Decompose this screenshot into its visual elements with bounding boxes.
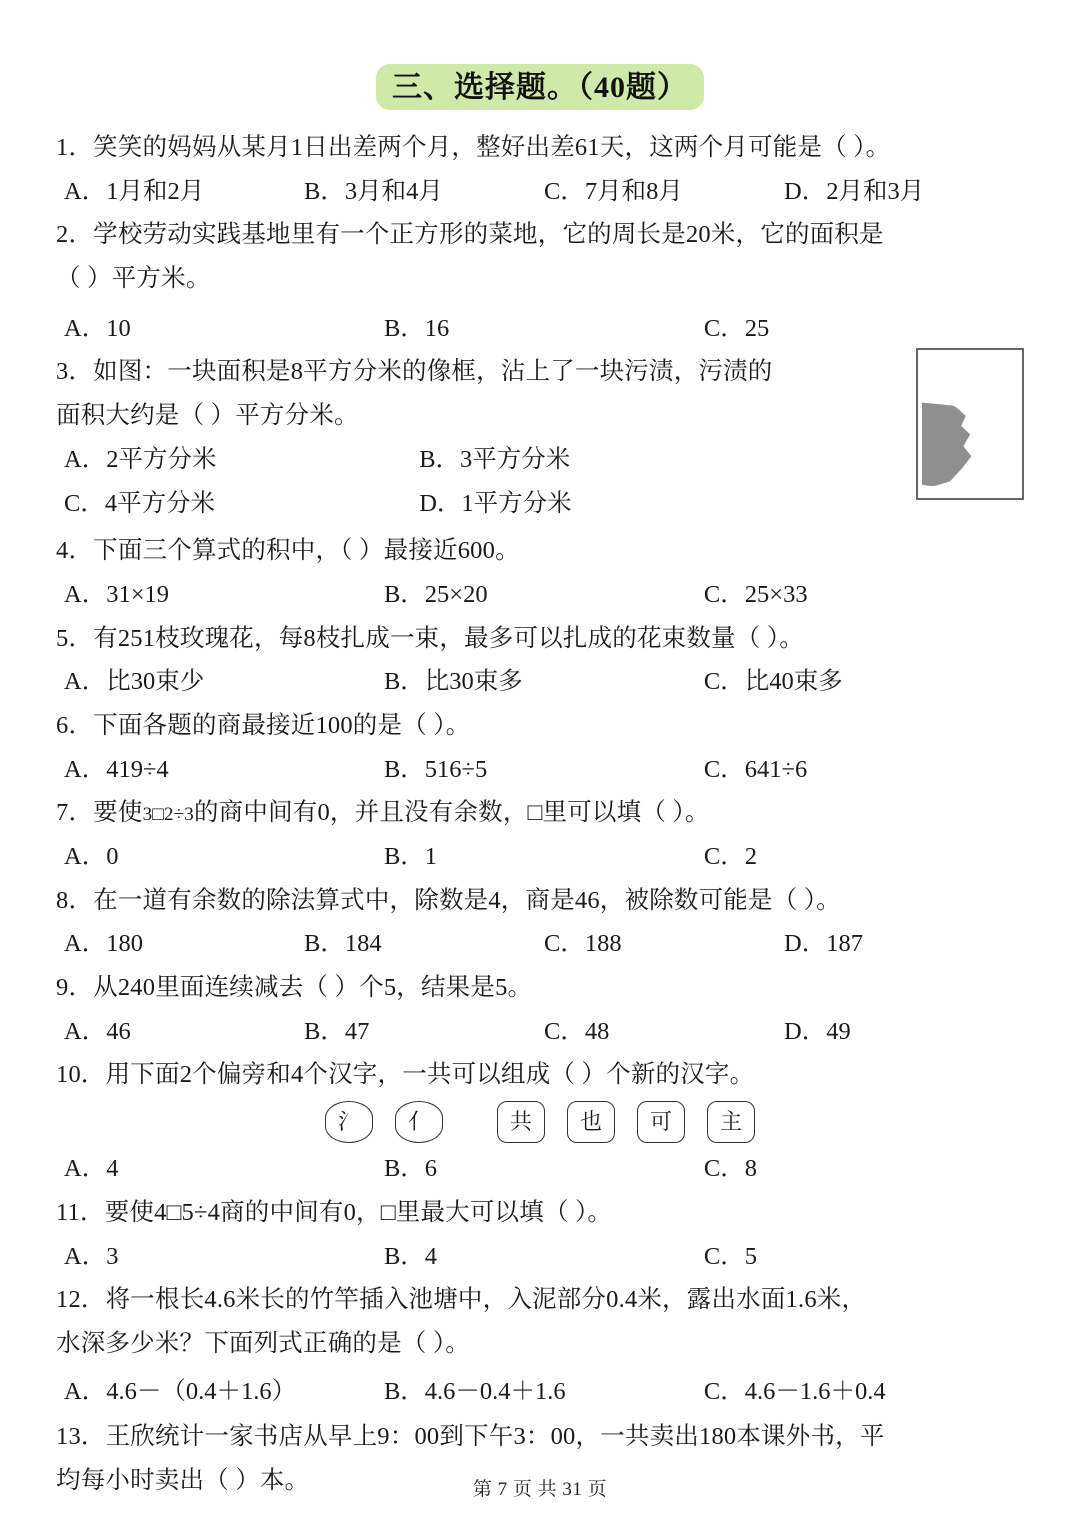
option-b[interactable]: B．6 <box>383 1155 438 1183</box>
question-3-text: 如图：一块面积是8平方分米的像框，沾上了一块污渍，污渍的 <box>93 358 773 386</box>
option-d[interactable]: D．49 <box>784 1017 851 1045</box>
question-9-text: 从240里面连续减去（ ）个5，结果是5。 <box>93 974 533 1002</box>
option-d[interactable]: D．187 <box>784 930 863 958</box>
question-10 <box>56 1055 1024 1095</box>
question-11-text: 要使4□5÷4商的中间有0，□里最大可以填（ ）。 <box>104 1198 613 1226</box>
question-10-options <box>56 1149 1024 1189</box>
question-3-block <box>56 352 1024 523</box>
question-9 <box>56 968 1024 1008</box>
question-3 <box>56 352 811 392</box>
section-title-text: 三、选择题。（40题） <box>392 71 688 104</box>
option-c[interactable]: C．比40束多 <box>703 668 843 696</box>
question-7 <box>56 793 1024 833</box>
question-12-text-line2: 水深多少米？下面列式正确的是（ ）。 <box>56 1329 470 1357</box>
question-6-options <box>56 750 1024 790</box>
character-card-radical-1: 氵 <box>325 1101 373 1143</box>
question-9-options <box>56 1012 1024 1052</box>
question-13 <box>56 1417 1024 1457</box>
option-a[interactable]: A．419÷4 <box>64 755 169 783</box>
option-a[interactable]: A．2平方分米 <box>64 445 217 473</box>
option-b[interactable]: B．25×20 <box>383 580 488 608</box>
option-a[interactable]: A．0 <box>64 843 119 870</box>
question-5 <box>56 619 1024 659</box>
question-8-number: 8． <box>56 886 94 914</box>
character-card-1: 共 <box>497 1101 545 1143</box>
question-1-options <box>56 172 1024 212</box>
option-b[interactable]: B．184 <box>304 930 382 958</box>
question-4-text: 下面三个算式的积中，（ ）最接近600。 <box>93 537 520 565</box>
option-b[interactable]: B．47 <box>304 1017 370 1045</box>
option-a[interactable]: A．4.6－（0.4＋1.6） <box>64 1377 297 1405</box>
spacer <box>465 1101 475 1143</box>
question-5-number: 5． <box>56 624 94 652</box>
option-b[interactable]: B．1 <box>383 843 438 870</box>
question-5-text: 有251枝玫瑰花，每8枝扎成一束，最多可以扎成的花束数量（ ）。 <box>93 624 804 652</box>
question-11-number: 11． <box>56 1198 105 1226</box>
character-card-4: 主 <box>707 1101 755 1143</box>
question-6-number: 6． <box>56 711 94 739</box>
question-4-options <box>56 575 1024 615</box>
option-c[interactable]: C．25 <box>703 314 770 342</box>
option-b[interactable]: B．16 <box>383 314 450 342</box>
section-title-wrapper <box>56 58 1024 112</box>
stain-shape-icon <box>922 402 978 486</box>
page-footer: 第 7 页 共 31 页 <box>472 1479 608 1500</box>
question-13-text-line2: 均每小时卖出（ ）本。 <box>56 1466 310 1494</box>
question-3-number: 3． <box>56 358 94 386</box>
question-3-text-line2: 面积大约是（ ）平方分米。 <box>56 402 359 430</box>
question-2 <box>56 215 1024 255</box>
question-1 <box>56 128 1024 168</box>
option-a[interactable]: A．46 <box>64 1017 131 1045</box>
question-2-options <box>56 309 1024 349</box>
question-10-character-cards <box>56 1101 1024 1143</box>
question-9-number: 9． <box>56 974 94 1002</box>
character-card-radical-2: 亻 <box>395 1101 443 1143</box>
option-d[interactable]: D．1平方分米 <box>419 489 572 517</box>
option-c[interactable]: C．8 <box>703 1155 757 1183</box>
question-10-number: 10． <box>56 1061 106 1089</box>
question-8-options <box>56 924 1024 964</box>
question-12 <box>56 1280 1024 1320</box>
question-3-options-row1 <box>56 440 1024 480</box>
option-c[interactable]: C．188 <box>544 930 622 958</box>
question-6-text: 下面各题的商最接近100的是（ ）。 <box>93 711 471 739</box>
option-a[interactable]: A．4 <box>64 1155 119 1183</box>
option-a[interactable]: A．180 <box>64 930 143 958</box>
option-a[interactable]: A．比30束少 <box>64 668 205 696</box>
question-8 <box>56 881 1024 921</box>
option-b[interactable]: B．4 <box>383 1242 438 1270</box>
question-7-options <box>56 837 1024 877</box>
option-a[interactable]: A．1月和2月 <box>64 177 205 205</box>
character-card-2: 也 <box>567 1101 615 1143</box>
question-2-text-line2: （ ）平方米。 <box>56 265 211 293</box>
option-c[interactable]: C．7月和8月 <box>544 177 683 205</box>
option-b[interactable]: B．516÷5 <box>383 755 488 783</box>
character-card-3: 可 <box>637 1101 685 1143</box>
option-c[interactable]: C．48 <box>544 1017 610 1045</box>
option-c[interactable]: C．2 <box>703 843 757 870</box>
question-11-options <box>56 1237 1024 1277</box>
option-b[interactable]: B．3月和4月 <box>304 177 443 205</box>
section-title <box>376 58 704 112</box>
question-3-options-row2 <box>56 484 1024 524</box>
question-12-text: 将一根长4.6米长的竹竿插入池塘中，入泥部分0.4米，露出水面1.6米， <box>105 1286 867 1314</box>
option-c[interactable]: C．4平方分米 <box>64 489 216 517</box>
question-2-text: 学校劳动实践基地里有一个正方形的菜地，它的周长是20米，它的面积是 <box>93 221 884 249</box>
option-a[interactable]: A．31×19 <box>64 580 170 608</box>
option-a[interactable]: A．10 <box>64 314 131 342</box>
option-b[interactable]: B．比30束多 <box>383 668 523 696</box>
option-c[interactable]: C．4.6－1.6＋0.4 <box>703 1377 886 1405</box>
question-13-text: 王欣统计一家书店从早上9：00到下午3：00，一共卖出180本课外书，平 <box>105 1423 885 1451</box>
question-11 <box>56 1193 1024 1233</box>
picture-frame-figure <box>916 348 1024 500</box>
question-7-expression: 3□2÷3 <box>142 804 194 826</box>
question-1-number: 1． <box>56 134 94 161</box>
option-b[interactable]: B．3平方分米 <box>419 445 571 473</box>
option-b[interactable]: B．4.6－0.4＋1.6 <box>383 1377 566 1405</box>
question-4-number: 4． <box>56 537 94 565</box>
question-7-text-post: 的商中间有0，并且没有余数，□里可以填（ ）。 <box>193 799 710 827</box>
question-8-text: 在一道有余数的除法算式中，除数是4，商是46，被除数可能是（ ）。 <box>93 886 841 914</box>
question-1-text: 笑笑的妈妈从某月1日出差两个月，整好出差61天，这两个月可能是（ ）。 <box>93 134 891 161</box>
question-7-text-pre: 要使 <box>93 799 143 827</box>
question-7-number: 7． <box>56 799 94 827</box>
question-4 <box>56 531 1024 571</box>
option-c[interactable]: C．641÷6 <box>703 755 808 783</box>
question-6 <box>56 706 1024 746</box>
option-c[interactable]: C．25×33 <box>703 580 808 608</box>
question-2-number: 2． <box>56 221 94 249</box>
option-a[interactable]: A．3 <box>64 1242 119 1270</box>
option-c[interactable]: C．5 <box>703 1242 757 1270</box>
question-13-number: 13． <box>56 1423 106 1451</box>
question-5-options <box>56 662 1024 702</box>
question-12-number: 12． <box>56 1286 106 1314</box>
question-10-text: 用下面2个偏旁和4个汉字，一共可以组成（ ）个新的汉字。 <box>105 1061 755 1089</box>
question-12-options <box>56 1372 1024 1412</box>
option-d[interactable]: D．2月和3月 <box>784 177 925 205</box>
